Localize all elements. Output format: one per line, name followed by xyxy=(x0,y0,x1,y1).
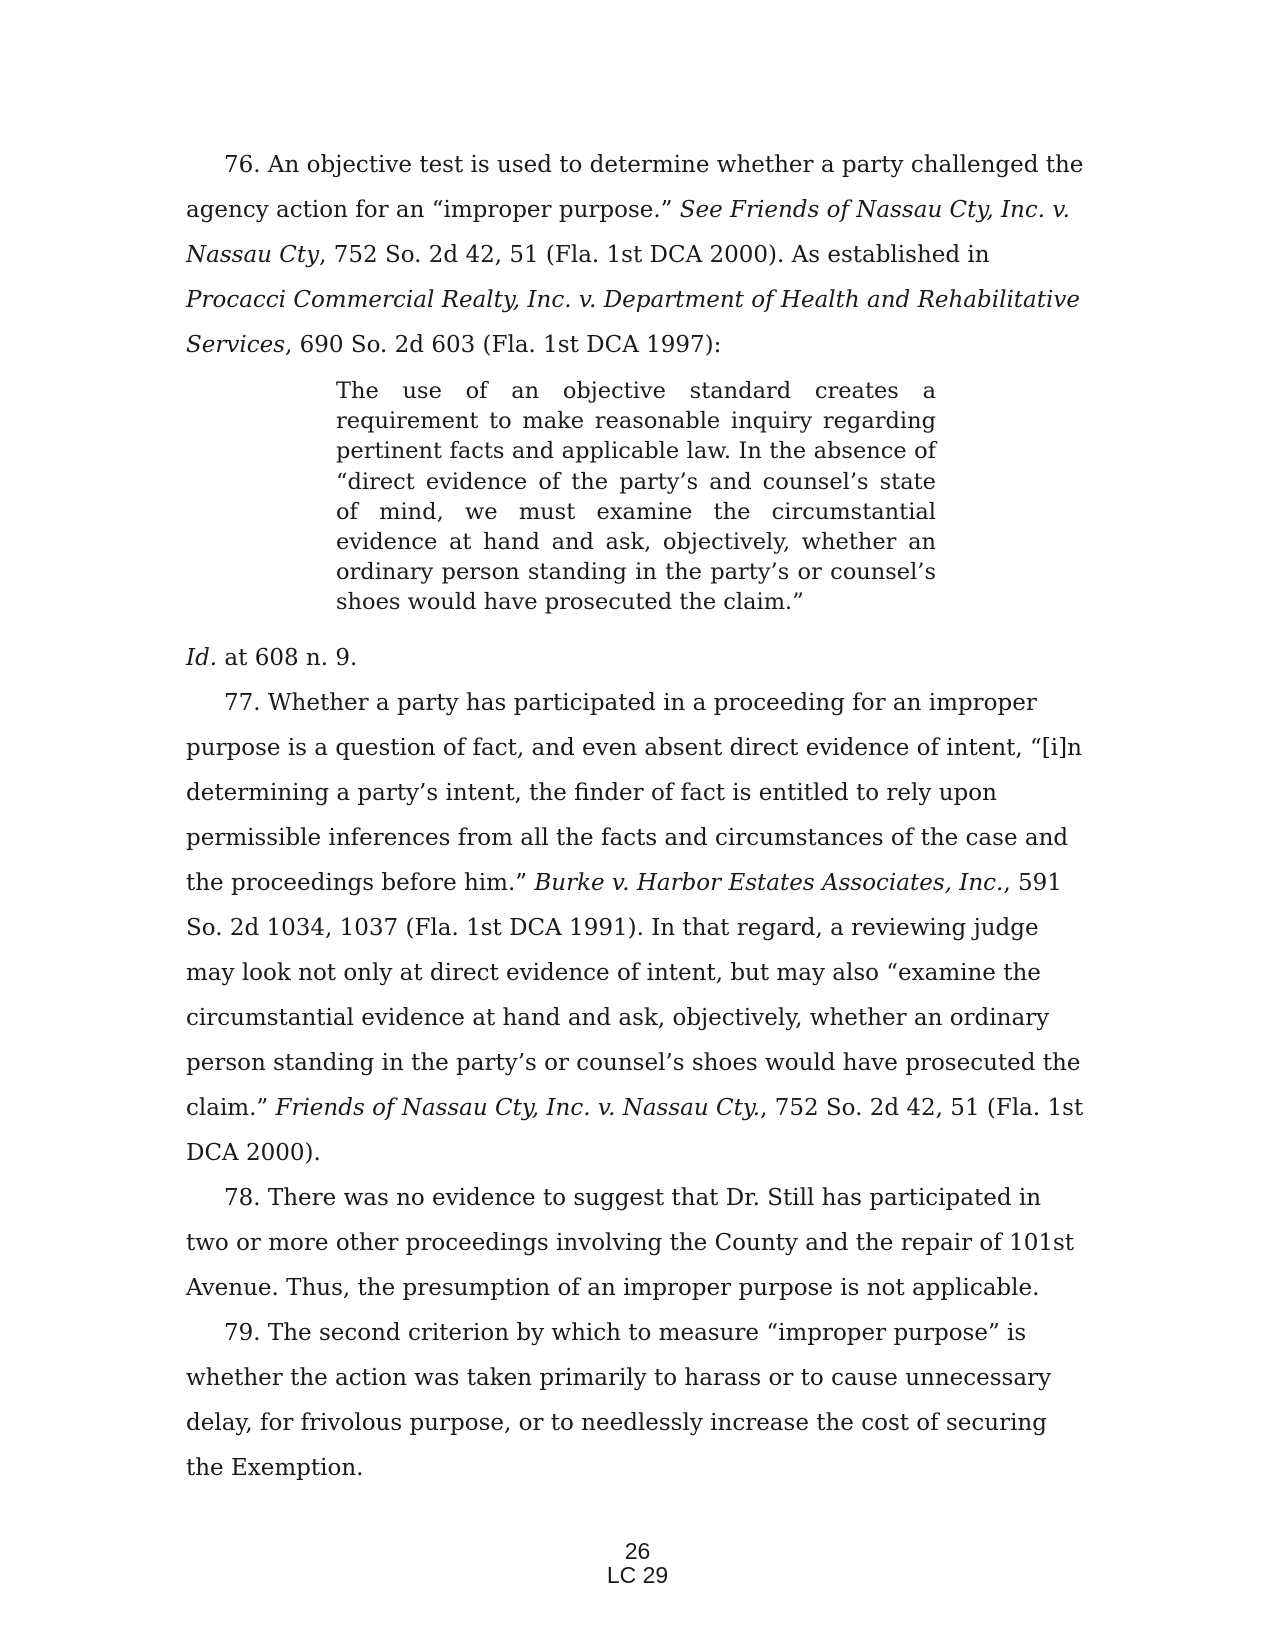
case-citation: Procacci Commercial Realty, Inc. v. Department of Health and Rehabilitative Services xyxy=(186,287,1080,358)
block-quote: The use of an objective standard creates a requirement to make reasonable inquiry regarding pertinent facts and applicable law. In the absence of “direct evidence of the party’s and counsel’s state of mind, we must examine the circumstantial evidence at hand and ask, objectively, whether an ordinary person standing in the party’s or counsel’s shoes would have prosecuted the claim.” xyxy=(336,378,936,616)
pin-cite: at 608 n. 9. xyxy=(217,644,358,671)
quote-citation xyxy=(186,636,1086,681)
document-label: LC 29 xyxy=(606,1562,669,1588)
paragraph-77-text: , 752 So. 2d 42, 51 (Fla. 1st DCA 2000). xyxy=(186,1094,1084,1166)
page-footer xyxy=(0,1539,1275,1587)
paragraph-76-text: , 752 So. 2d 42, 51 (Fla. 1st DCA 2000). As established in xyxy=(319,242,990,268)
document-body xyxy=(186,143,1086,1491)
paragraph-76 xyxy=(186,143,1086,368)
id-citation: Id. xyxy=(186,644,218,671)
paragraph-77-text: , 591 So. 2d 1034, 1037 (Fla. 1st DCA 1991). In that regard, a reviewing judge may look not only at direct evidence of intent, but may also “examine the circumstantial evidence at hand and ask, objectively, whether an ordinary person standing in the party’s or counsel’s shoes would have prosecuted the claim.” xyxy=(186,869,1081,1121)
paragraph-76-text: 76. An objective test is used to determine whether a party challenged the agency action for an “improper purpose.” xyxy=(186,152,1084,223)
case-citation: Burke v. Harbor Estates Associates, Inc. xyxy=(534,869,1004,896)
case-citation: See Friends of Nassau Cty, Inc. v. Nassau Cty xyxy=(186,197,1070,268)
paragraph-76-text: , 690 So. 2d 603 (Fla. 1st DCA 1997): xyxy=(285,332,722,358)
paragraph-77 xyxy=(186,681,1086,1176)
case-citation: Friends of Nassau Cty, Inc. v. Nassau Cty. xyxy=(275,1094,761,1121)
paragraph-79: 79. The second criterion by which to measure “improper purpose” is whether the action was taken primarily to harass or to cause unnecessary delay, for frivolous purpose, or to needlessly increase the cost of securing the Exemption. xyxy=(186,1319,1052,1481)
page-number: 26 xyxy=(624,1538,651,1564)
paragraph-77-text: 77. Whether a party has participated in a proceeding for an improper purpose is a question of fact, and even absent direct evidence of intent, “[i]n determining a party’s intent, the finder of fact is entitled to rely upon permissible inferences from all the facts and circumstances of the case and the proceedings before him.” xyxy=(186,689,1082,896)
paragraph-78: 78. There was no evidence to suggest that Dr. Still has participated in two or more other proceedings involving the County and the repair of 101st Avenue. Thus, the presumption of an improper purpose is not applicable. xyxy=(186,1184,1075,1301)
